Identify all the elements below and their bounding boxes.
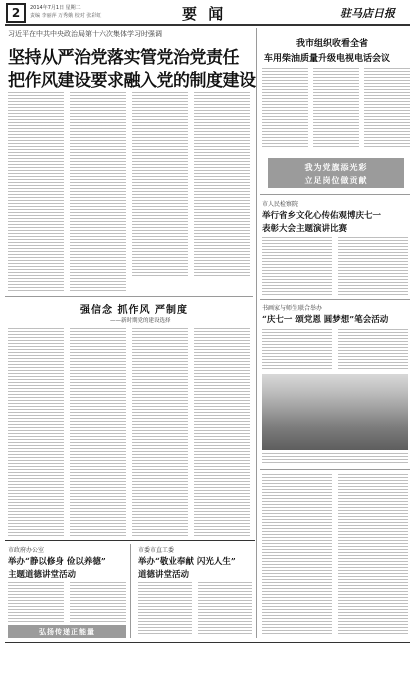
masthead-rule <box>5 24 410 26</box>
right-top-headline-line-2: 车用柴油质量升级电视电话会议 <box>264 54 391 64</box>
right-top-body-col-1 <box>262 68 308 148</box>
commentary-body-col-1 <box>8 328 64 536</box>
lead-body-col-1 <box>8 92 64 292</box>
issue-date: 2014年7月1日 星期二 <box>30 5 81 11</box>
bottom-section-rule <box>5 540 255 541</box>
right-mid-body-col-2 <box>338 237 408 295</box>
right-rule-2 <box>260 299 410 300</box>
bottom-left-kicker: 市政府办公室 <box>8 547 45 554</box>
column-divider <box>256 28 257 638</box>
paper-name: 驻马店日报 <box>340 7 395 20</box>
lead-headline-line-2: 把作风建设要求融入党的制度建设 <box>8 71 256 91</box>
right-mid-kicker: 市人民检察院 <box>262 201 299 208</box>
section-title: 要 闻 <box>182 5 227 23</box>
right-top-headline-line-1: 我市组织收看全省 <box>296 39 369 49</box>
commentary-body-col-2 <box>70 328 126 536</box>
right-low-body-col-1 <box>262 329 332 369</box>
lead-body-col-2 <box>70 92 126 292</box>
right-low-headline: “庆七一 颂党恩 圆梦想”笔会活动 <box>262 315 389 325</box>
news-photo <box>262 374 408 450</box>
right-bottom-body-col-2 <box>338 474 408 634</box>
positive-energy-banner-text: 弘扬传递正能量 <box>39 627 95 636</box>
party-banner-line-1: 我为党旗添光彩 <box>304 162 368 172</box>
commentary-body-col-4 <box>194 328 250 536</box>
editors-credit: 责编 李丽萍 万秀娥 校对 张彩虹 <box>30 13 102 19</box>
right-low-body-col-2 <box>338 329 408 369</box>
bottom-mid-body-col-1 <box>138 582 192 634</box>
bottom-left-body-col-1 <box>8 582 64 622</box>
lead-headline-line-1: 坚持从严治党落实管党治党责任 <box>8 48 239 68</box>
commentary-body-col-3 <box>132 328 188 536</box>
bottom-left-body-col-2 <box>70 582 126 622</box>
lead-body-col-3 <box>132 92 188 277</box>
right-rule-3 <box>260 469 410 470</box>
right-low-kicker: 书画家与师生联合举办 <box>262 305 323 312</box>
party-banner <box>268 158 404 188</box>
photo-caption <box>262 453 408 465</box>
commentary-subtitle: ——新时期党的建设选择 <box>110 318 171 324</box>
lead-body-col-4 <box>194 92 250 277</box>
positive-energy-banner <box>8 625 126 638</box>
bottom-mid-headline-line-1: 举办“敬业奉献 闪光人生” <box>138 557 236 567</box>
page-bottom-rule <box>5 642 410 643</box>
lead-kicker: 习近平在中共中央政治局第十六次集体学习时强调 <box>8 30 162 38</box>
bottom-divider <box>130 544 131 638</box>
bottom-mid-kicker: 市委市直工委 <box>138 547 175 554</box>
lead-bottom-rule <box>5 296 253 297</box>
right-top-body-col-3 <box>364 68 410 148</box>
bottom-left-headline-line-1: 举办“静以修身 俭以养德” <box>8 557 106 567</box>
page-number: 2 <box>6 3 26 23</box>
party-banner-line-2: 立足岗位做贡献 <box>304 175 368 185</box>
right-mid-headline-line-1: 举行省乡文化心传佑观博庆七一 <box>262 211 382 221</box>
bottom-mid-body-col-2 <box>198 582 252 634</box>
right-mid-headline-line-2: 表彰大会主题演讲比赛 <box>262 224 348 234</box>
right-rule-1 <box>260 194 410 195</box>
right-top-body-col-2 <box>313 68 359 148</box>
commentary-title: 强信念 抓作风 严制度 <box>80 305 188 316</box>
bottom-mid-headline-line-2: 道德讲堂活动 <box>138 570 190 580</box>
bottom-left-headline-line-2: 主题道德讲堂活动 <box>8 570 77 580</box>
right-mid-body-col-1 <box>262 237 332 295</box>
right-bottom-body-col-1 <box>262 474 332 634</box>
